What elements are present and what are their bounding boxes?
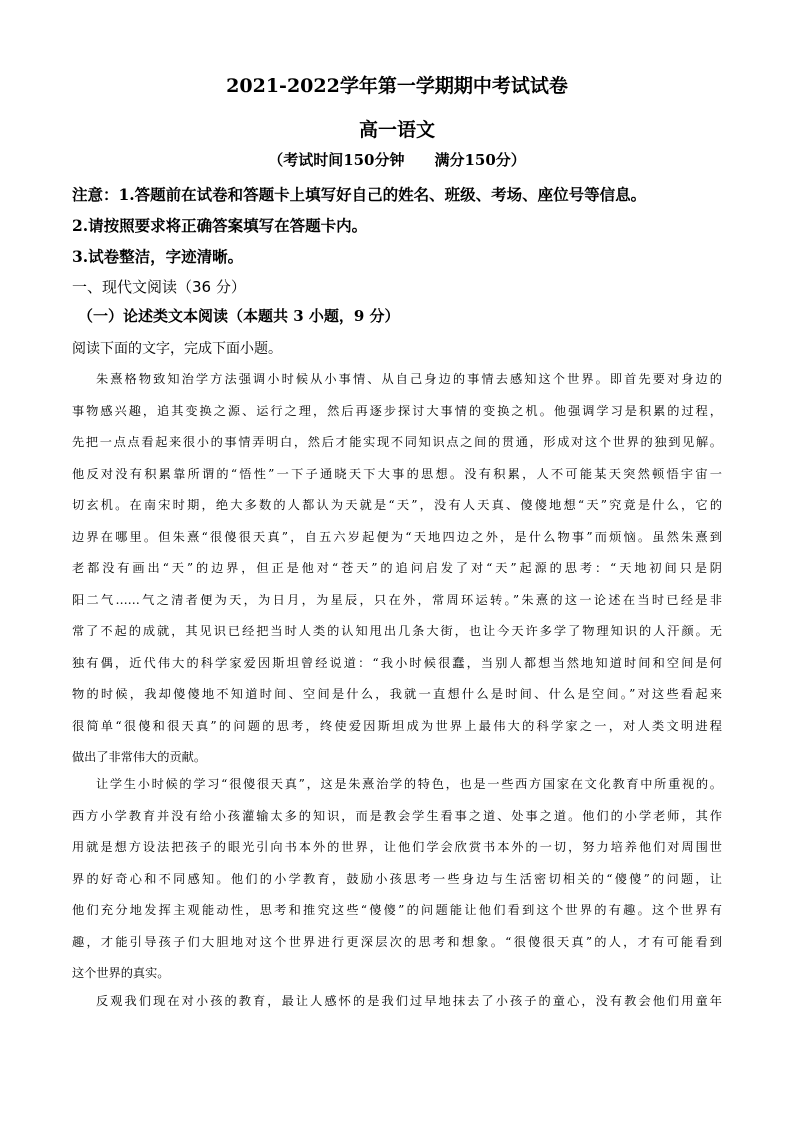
passage-line: 老都没有画出“天”的边界，但正是他对“苍天”的追问启发了对“天”起源的思考：“天地初间只是阴 — [72, 561, 722, 575]
passage-line: 先把一点点看起来很小的事情弄明白，然后才能实现不同知识点之间的贯通，形成对这个世界的独到见解。 — [72, 435, 722, 449]
exam-title: 2021-2022学年第一学期期中考试试卷 — [226, 75, 568, 97]
passage-line: 反观我们现在对小孩的教育，最让人感怀的是我们过早地抹去了小孩子的童心，没有教会他们用童年 — [96, 994, 722, 1008]
passage-line: 做出了非常伟大的贡献。 — [72, 750, 207, 764]
passage-line: 让学生小时候的学习“很傻很天真”，这是朱熹治学的特色，也是一些西方国家在文化教育中所重视的。 — [96, 777, 722, 791]
passage-line: 他们充分地发挥主观能动性，思考和推究这些“傻傻”的问题能让他们看到这个世界的有趣。这个世界有 — [72, 903, 722, 917]
passage-line: 事物感兴趣，追其变换之源、运行之理，然后再逐步探讨大事情的变换之机。他强调学习是积累的过程， — [72, 403, 722, 418]
passage-paragraph-2 — [72, 769, 722, 990]
passage-line: 界的好奇心和不同感知。他们的小学教育，鼓励小孩思考一些身边与生活密切相关的“傻傻”的问题，让 — [72, 871, 722, 886]
note-line-1: 注意：1.答题前在试卷和答题卡上填写好自己的姓名、班级、考场、座位号等信息。 — [72, 185, 647, 204]
passage-line: 切玄机。在南宋时期，绝大多数的人都认为天就是“天”，没有人天真、傻傻地想“天”究竟是什么，它的 — [72, 498, 722, 512]
passage-line: 很简单“很傻和很天真”的问题的思考，终使爱因斯坦成为世界上最伟大的科学家之一，对人类文明进程 — [72, 718, 722, 733]
passage-line: 常了不起的成就，其见识已经把当时人类的认知甩出几条大街，也让今天许多学了物理知识的人汗颜。无 — [72, 624, 722, 638]
passage-line: 这个世界的真实。 — [72, 966, 170, 980]
passage-line: 朱熹格物致知治学方法强调小时候从小事情、从自己身边的事情去感知这个世界。即首先要对身边的 — [96, 372, 722, 386]
time-label: （考试时间150分钟 — [268, 151, 405, 169]
passage-paragraph-1 — [72, 364, 722, 774]
subject-title: 高一语文 — [358, 119, 435, 141]
passage-line: 西方小学教育并没有给小孩灌输太多的知识，而是教会学生看事之道、处事之道。他们的小学老师，其作 — [72, 808, 722, 823]
passage-line: 边界在哪里。但朱熹“很傻很天真”，自五六岁起便为“天地四边之外，是什么物事”而烦恼。虽然朱熹到 — [72, 529, 722, 544]
passage-line: 独有偶，近代伟大的科学家爱因斯坦曾经说道：“我小时候很蠢，当别人都想当然地知道时间和空间是何 — [72, 655, 722, 670]
passage-line: 用就是想方设法把孩子的眼光引向书本外的世界，让他们学会欣赏书本外的一切，努力培养他们对周围世 — [72, 840, 722, 854]
reading-instruction: 阅读下面的文字，完成下面小题。 — [72, 341, 282, 357]
note-line-3: 3.试卷整洁，字迹清晰。 — [72, 247, 244, 266]
passage-line: 趣，才能引导孩子们大胆地对这个世界进行更深层次的思考和想象。“很傻很天真”的人，才有可能看到 — [72, 934, 722, 949]
section-subheading: （一）论述类文本阅读（本题共 3 小题，9 分） — [78, 307, 400, 325]
note-line-2: 2.请按照要求将正确答案填写在答题卡内。 — [72, 216, 368, 235]
section-heading: 一、现代文阅读（36 分） — [72, 278, 246, 296]
passage-line: 阳二气……气之清者便为天，为日月，为星辰，只在外，常周环运转。”朱熹的这一论述在当时已经是非 — [72, 592, 722, 607]
exam-time-score — [0, 149, 794, 170]
score-label: 满分150分） — [434, 151, 526, 169]
passage-line: 物的时候，我却傻傻地不知道时间、空间是什么，我就一直想什么是时间、什么是空间。”对这些看起来 — [72, 687, 722, 701]
passage-paragraph-3 — [72, 986, 722, 1018]
passage-line: 他反对没有积累靠所谓的“悟性”一下子通晓天下大事的思想。没有积累，人不可能某天突然顿悟宇宙一 — [72, 466, 722, 481]
